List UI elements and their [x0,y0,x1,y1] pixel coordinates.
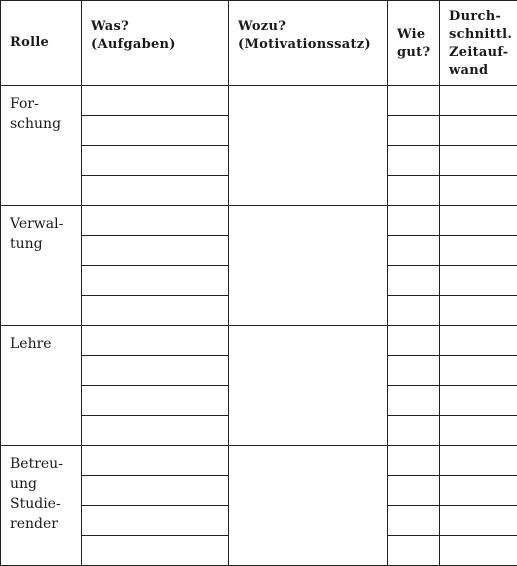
time-cell[interactable] [440,446,517,476]
role-cell [1,326,82,446]
motivation-cell[interactable] [229,206,388,326]
time-cell[interactable] [440,236,517,266]
role-label-line: Verwal- [10,214,81,234]
header-zeitaufwand [440,1,517,86]
quality-cell[interactable] [388,326,440,356]
quality-cell[interactable] [388,476,440,506]
header-zeitaufwand-line-2: schnittl. [449,26,517,44]
time-cell[interactable] [440,326,517,356]
time-cell[interactable] [440,176,517,206]
time-cell[interactable] [440,476,517,506]
header-was-line-2: (Aufgaben) [91,36,228,54]
task-cell[interactable] [82,416,229,446]
header-wie-line-2: gut? [397,44,439,62]
time-cell[interactable] [440,356,517,386]
role-label-line: Lehre [10,334,81,354]
task-cell[interactable] [82,86,229,116]
table-row [1,446,517,476]
time-cell[interactable] [440,416,517,446]
role-label-line: ung [10,474,81,494]
task-cell[interactable] [82,326,229,356]
task-cell[interactable] [82,446,229,476]
quality-cell[interactable] [388,536,440,566]
task-cell[interactable] [82,146,229,176]
task-cell[interactable] [82,176,229,206]
role-cell [1,206,82,326]
quality-cell[interactable] [388,506,440,536]
role-label-line: Studie- [10,494,81,514]
task-cell[interactable] [82,536,229,566]
motivation-cell[interactable] [229,446,388,566]
quality-cell[interactable] [388,266,440,296]
task-cell[interactable] [82,236,229,266]
quality-cell[interactable] [388,146,440,176]
role-label-line: Betreu- [10,454,81,474]
task-cell[interactable] [82,476,229,506]
header-wie-line-1: Wie [397,26,439,44]
task-cell[interactable] [82,386,229,416]
role-label-line: For- [10,94,81,114]
quality-cell[interactable] [388,116,440,146]
quality-cell[interactable] [388,356,440,386]
time-cell[interactable] [440,296,517,326]
header-wozu-line-2: (Motivationssatz) [238,36,387,54]
quality-cell[interactable] [388,206,440,236]
time-cell[interactable] [440,146,517,176]
task-cell[interactable] [82,266,229,296]
time-cell[interactable] [440,266,517,296]
table-row [1,86,517,116]
header-zeitaufwand-line-3: Zeitauf- [449,44,517,62]
task-cell[interactable] [82,206,229,236]
quality-cell[interactable] [388,86,440,116]
quality-cell[interactable] [388,446,440,476]
task-cell[interactable] [82,506,229,536]
header-zeitaufwand-line-1: Durch- [449,8,517,26]
header-zeitaufwand-line-4: wand [449,62,517,80]
header-was-line-1: Was? [91,18,228,36]
time-cell[interactable] [440,116,517,146]
header-wozu-line-1: Wozu? [238,18,387,36]
time-cell[interactable] [440,386,517,416]
header-wozu [229,1,388,86]
task-cell[interactable] [82,296,229,326]
role-label-line: tung [10,234,81,254]
quality-cell[interactable] [388,236,440,266]
table-row [1,326,517,356]
header-rolle-label: Rolle [10,35,49,50]
role-label-line: schung [10,114,81,134]
header-row [1,1,517,86]
header-rolle [1,1,82,86]
time-cell[interactable] [440,206,517,236]
role-cell [1,86,82,206]
quality-cell[interactable] [388,296,440,326]
time-cell[interactable] [440,506,517,536]
motivation-cell[interactable] [229,86,388,206]
role-label-line: render [10,514,81,534]
motivation-cell[interactable] [229,326,388,446]
time-cell[interactable] [440,86,517,116]
task-cell[interactable] [82,116,229,146]
header-was [82,1,229,86]
role-cell [1,446,82,566]
quality-cell[interactable] [388,386,440,416]
table-row [1,206,517,236]
quality-cell[interactable] [388,176,440,206]
quality-cell[interactable] [388,416,440,446]
time-cell[interactable] [440,536,517,566]
header-wie-gut [388,1,440,86]
task-cell[interactable] [82,356,229,386]
